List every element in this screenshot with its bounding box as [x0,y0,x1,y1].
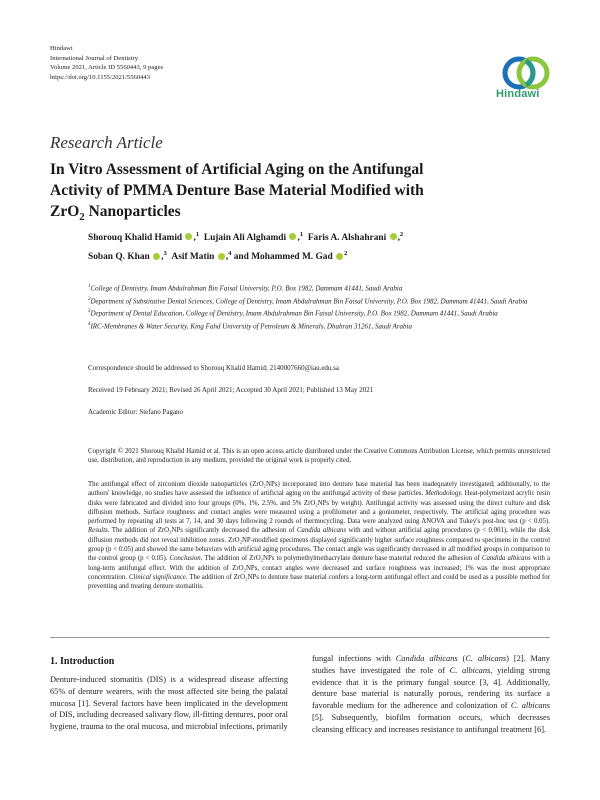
journal-name: International Journal of Dentistry [50,54,139,62]
author-sup: 1 [299,231,304,238]
author-sup: 1 [195,231,200,238]
affiliation-sup: 3 [88,309,91,315]
author-name[interactable]: Shorouq Khalid Hamid [88,233,183,244]
doi-link[interactable]: https://doi.org/10.1155/2021/5560443 [50,73,151,81]
abstract-conclusion-a: The addition of ZrO₂NPs to polymethylmethacrylate denture base material reduced the adhesion of [204,555,480,563]
orcid-icon[interactable] [218,253,225,260]
article-type: Research Article [50,133,163,152]
intro-right-column: fungal infections with Candida albicans (C. albicans) [2]. Many studies have investigated the role of C. albicans, yielding strong evidence that it is the primary fungal source [3, 4]. Additionally, denture base material is naturally porous, rendering its surface a favorable medium for the adherence and colonization of C. albicans [5]. Subsequently, biofilm formation occurs, which decreases cleansing efficacy and increases resistance to antifungal treatment [6]. [312,654,551,734]
title-line-1: In Vitro Assessment of Artificial Aging on the Antifungal [50,161,424,178]
orcid-icon[interactable] [336,253,343,260]
title-suffix: Nanoparticles [84,203,181,220]
publisher-name: Hindawi [50,45,73,52]
academic-editor: Academic Editor: Stefano Pagano [88,408,184,416]
abstract-results-b: with and without artificial aging procedures (p < 0.001), while the disk diffusion methods did not reveal inhibition zones. ZrO₂NP-modified specimens displayed significantly higher surface roughness compared to specimens in the control group (p < 0.05) and showed the same behaviors with artificial aging procedures. The contact angle was significantly decreased in all modified groups in comparison to the control group (p < 0.05). [88,527,551,563]
abstract-methodology: Heat-polymerized acrylic resin disks were fabricated and divided into four groups (0%, 1%, 2.5%, and 5% ZrO₂NPs by weight). Antifungal activity was assessed using the direct culture and disk diffusion methods. Surface roughness and contact angles were measured using a profilometer and a goniometer, respectively. The artificial aging procedure was performed by repeating all tests at 7, 14, and 30 days following 2 rounds of thermocycling. Data were analyzed using ANOVA and Tukey's post-hoc test (p < 0.05). [88,490,551,526]
orcid-icon[interactable] [390,233,397,240]
volume-info: Volume 2021, Article ID 5560443, 9 pages [50,64,164,72]
author-sup: 3 [163,250,167,258]
orcid-icon[interactable] [289,233,296,240]
affiliation-item [88,307,548,319]
affiliation-text: Department of Dental Education, College of Dentistry, Imam Abdulrahman Bin Faisal University, P.O. Box 1982, Dammam 41441, Saudi Arabia [90,309,498,318]
journal-meta [50,44,163,82]
abstract-clinical: The addition of ZrO₂NPs to denture base material confers a long-term antifungal effect and could be used as a possible method for preventing and treating denture stomatitis. [88,573,551,591]
abstract-results-label: Results. [88,527,110,535]
title-subscript: 2 [79,211,85,224]
abstract-clinical-label: Clinical significance. [128,573,188,581]
intro-calb: C. albicans [465,654,507,663]
intro-calb-3: C. albicans [510,701,551,711]
intro-right-d: [5]. Subsequently, biofilm formation occurs, which decreases cleansing efficacy and increases resistance to antifungal treatment [6]. [312,712,550,734]
author-sup: 2 [344,250,348,258]
intro-candida: Candida albicans [395,654,458,663]
author-name[interactable]: Mohammed M. Gad [251,252,333,263]
abstract-results-a: The addition of ZrO₂NPs significantly decreased the adhesion of [111,527,295,535]
author-line-1: Shorouq Khalid Hamid ,$^1$ Lujain Ali Alghamdi ,$^1$ Faris A. Alshahrani ,$^2$ [88,231,404,244]
affiliation-item [88,282,548,294]
affiliation-text: IRC-Membranes & Water Security, King Fahd University of Petroleum & Minerals, Dhahran 31261, Saudi Arabia [90,322,412,331]
hindawi-logo-text: Hindawi [496,88,540,100]
intro-right-a: fungal infections with [312,654,391,663]
title-line-3 [50,201,550,228]
article-dates: Received 19 February 2021; Revised 26 April 2021; Accepted 30 April 2021; Published 13 May 2021 [88,386,374,394]
affiliation-sup: 1 [88,284,91,289]
intro-right-c: yielding strong evidence that it is the primary fungal source [3, 4]. Additionally, denture base material is naturally porous, rendering its surface a favorable medium for the adherence and colonization of [312,665,550,711]
author-name[interactable]: Asif Matin [171,252,215,263]
author-name[interactable]: Faris A. Alshahrani [307,233,387,244]
abstract-background: The antifungal effect of zirconium dioxide nanoparticles (ZrO₂NPs) incorporated into denture base material has been inadequately investigated; additionally, to the authors' knowledge, no studies have assessed the influence of artificial aging on the antifungal activity of these particles. [88,481,550,498]
affiliation-text: College of Dentistry, Imam Abdulrahman Bin Faisal University, P.O. Box 1982, Dammam 41441, Saudi Arabia [90,284,403,293]
author-sup: 2 [399,231,404,238]
affiliation-item [88,320,548,332]
title-zro: ZrO [50,203,80,220]
correspondence: Correspondence should be addressed to Shorouq Khalid Hamid; 2140007660@iau.edu.sa [88,364,340,372]
author-sup: 4 [228,250,232,258]
author-list [88,227,558,265]
abstract-candida: Candida albicans [296,527,347,535]
author-line-2: Soban Q. Khan ,$^3$ Asif Matin ,$^4$ and Mohammed M. Gad $^2$ [88,250,348,263]
abstract-methodology-label: Methodology. [425,490,463,498]
author-name[interactable]: Soban Q. Khan [88,252,150,263]
affiliation-text: Department of Substitutive Dental Sciences, College of Dentistry, Imam Abdulrahman Bin Faisal University, P.O. Box 1982, Dammam 41441, Saudi Arabia [90,297,528,306]
section-divider [50,637,550,638]
author-name[interactable]: Lujain Ali Alghamdi [203,233,287,244]
orcid-icon[interactable] [185,233,192,240]
intro-left-column: Denture-induced stomatitis (DIS) is a widespread disease affecting 65% of denture wearers, with the most affected site being the palatal mucosa [1]. Several factors have been implicated in the development of DIS, including decreased salivary flow, ill-fitting dentures, poor oral hygiene, trauma to the oral mucosa, and microbial infections, primarily [50,675,288,732]
intro-right-b: [2]. Many studies have investigated the role of [312,654,550,675]
copyright-notice: Copyright © 2021 Shorouq Khalid Hamid et al. This is an open access article distributed under the Creative Commons Attribution License, which permits unrestricted use, distribution, and reproduction in any medium, provided the original work is properly cited. [88,448,550,465]
affiliations [88,282,548,333]
title-line-2: Activity of PMMA Denture Base Material Modified with [50,182,424,199]
article-title [50,159,550,228]
abstract-conclusion-b: with a long-term antifungal effect. With the addition of ZrO₂NPs, contact angles were decreased and surface roughness was increased; 1% was the most appropriate concentration. [88,555,550,581]
affiliation-item [88,295,548,307]
orcid-icon[interactable] [153,253,160,260]
affiliation-sup: 2 [88,296,91,302]
intro-calb-2: C. albicans [449,665,491,675]
abstract-conclusion-label: Conclusion. [169,555,203,563]
abstract [88,480,550,592]
affiliation-sup: 4 [88,322,91,328]
abstract-candida-2: Candida albicans [481,555,531,563]
introduction-heading: 1. Introduction [50,656,115,667]
